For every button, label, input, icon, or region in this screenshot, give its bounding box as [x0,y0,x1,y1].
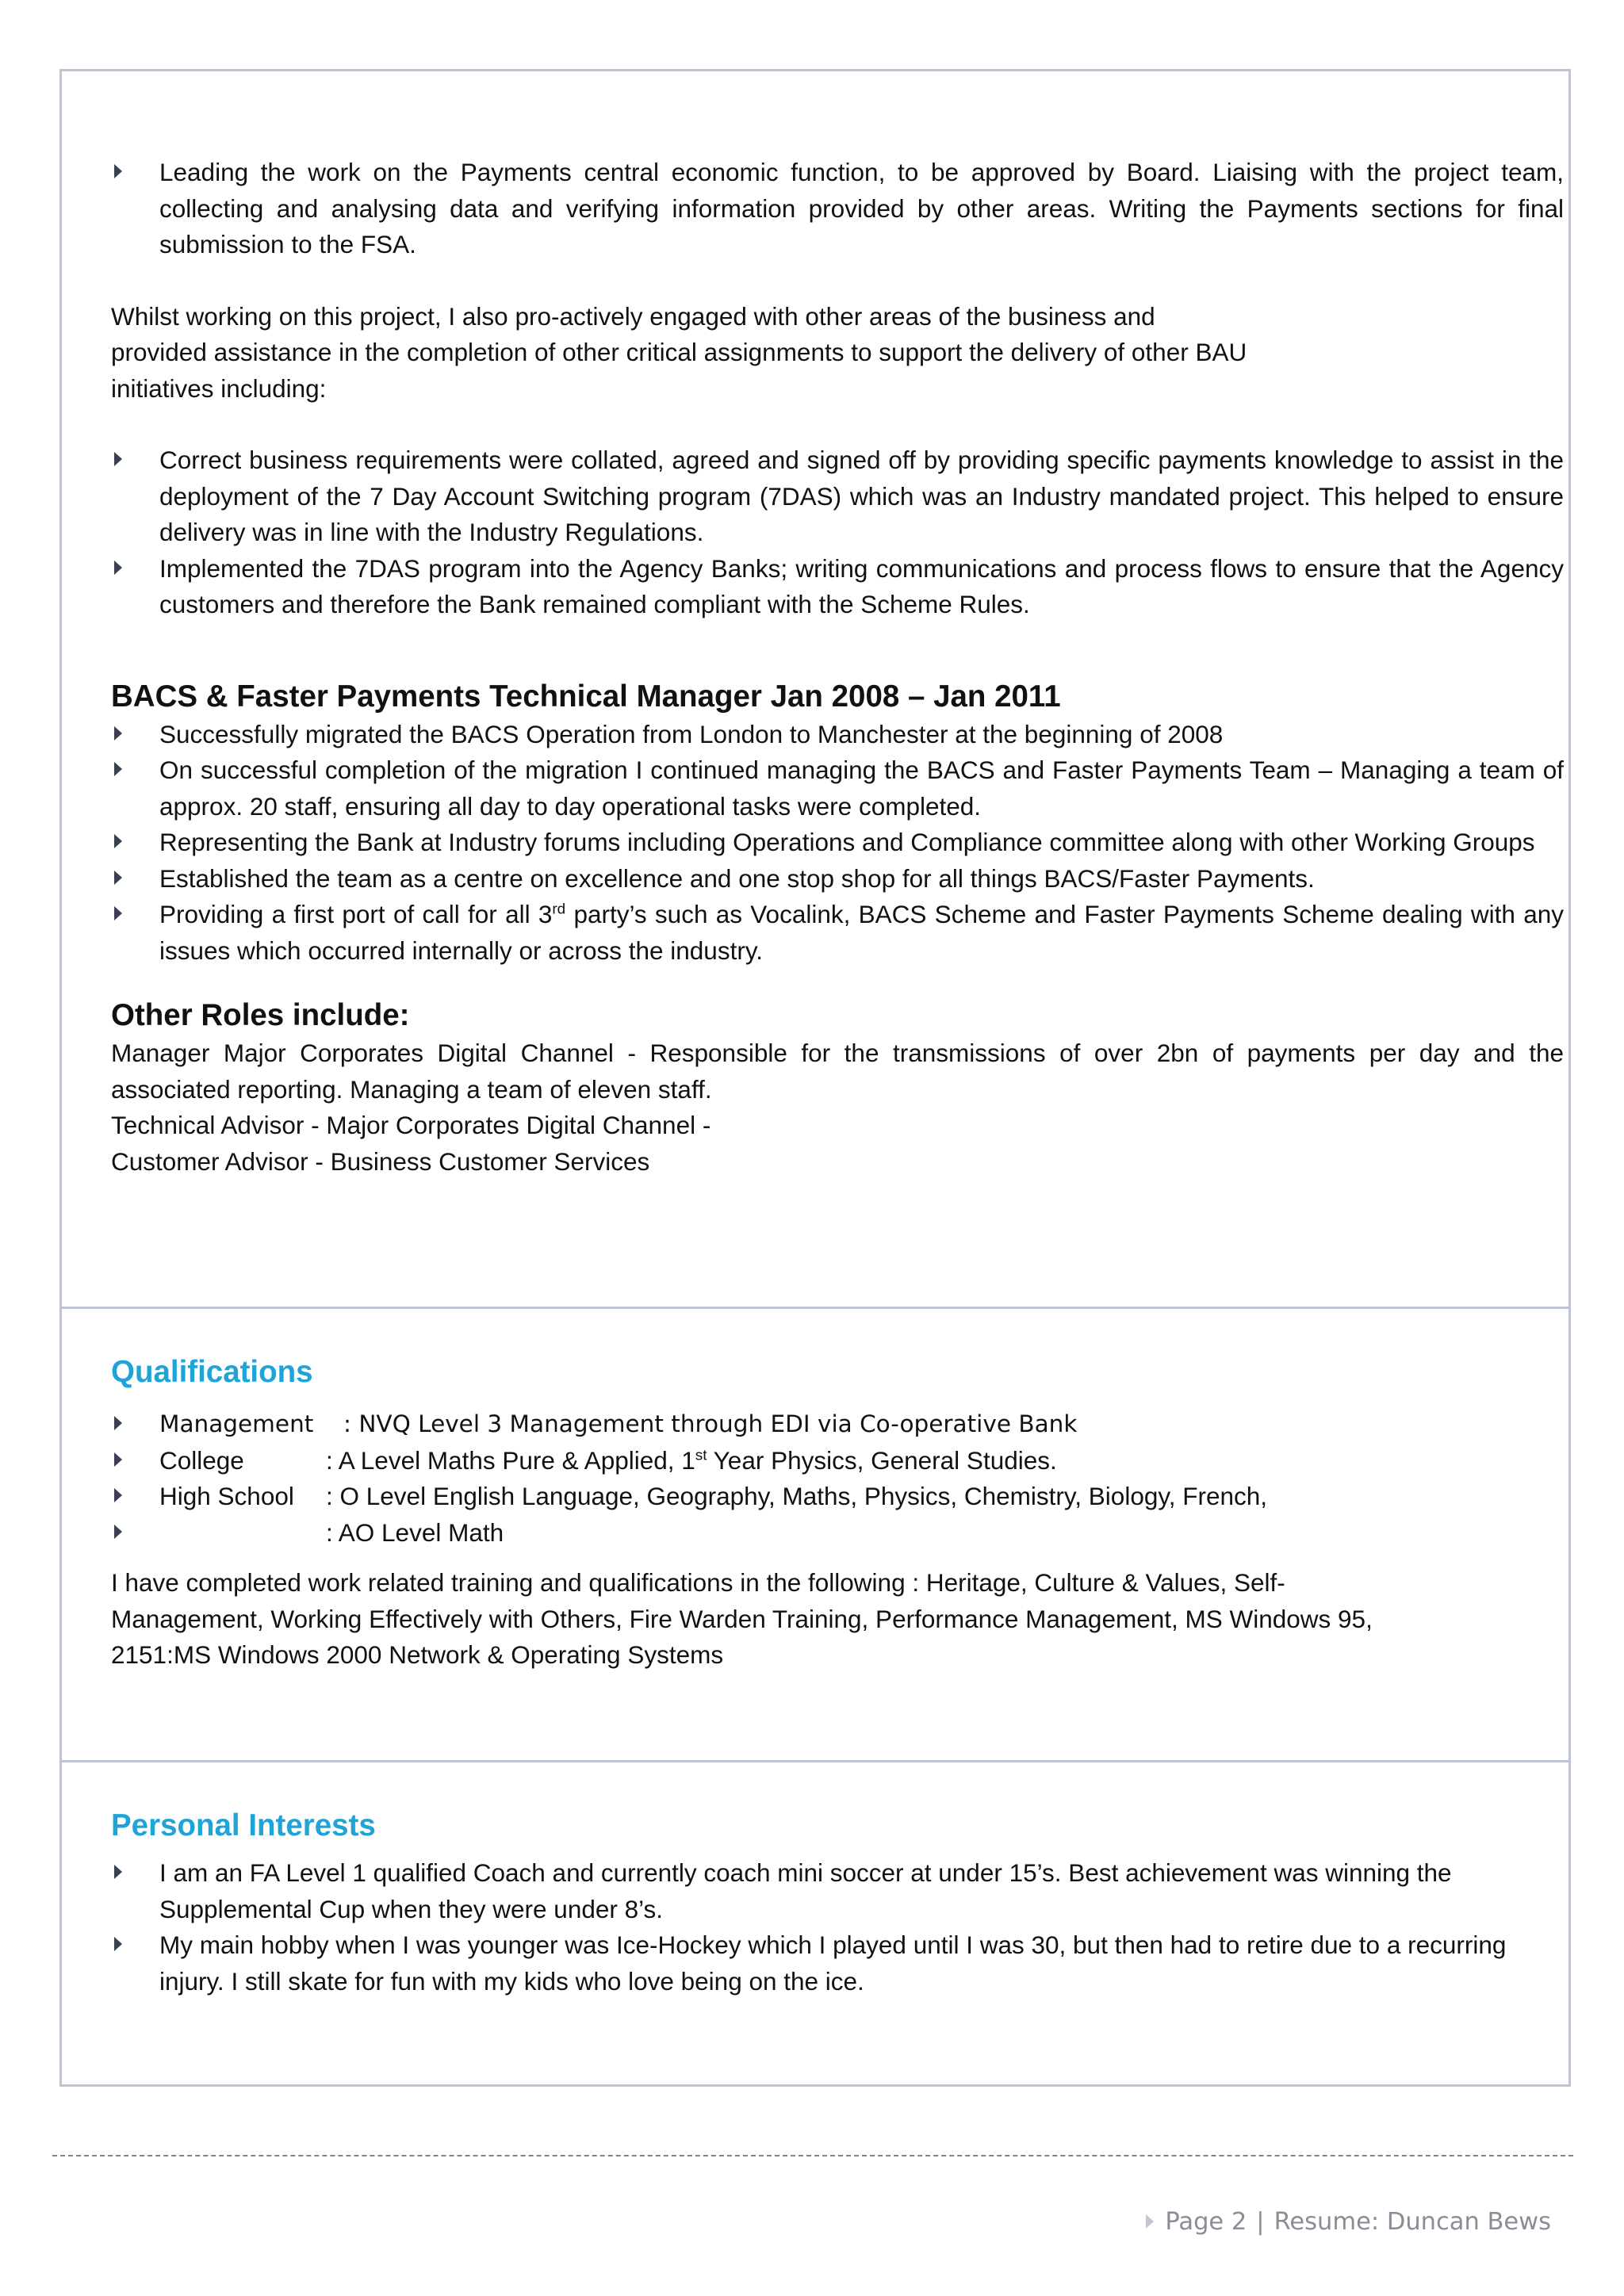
list-item: Successfully migrated the BACS Operation from London to Manchester at the beginning of 2008 [111,717,1564,753]
triangle-bullet-icon [114,1452,122,1467]
triangle-bullet-icon [114,1525,122,1539]
role-title: BACS & Faster Payments Technical Manager Jan 2008 – Jan 2011 [111,679,1061,714]
triangle-bullet-icon [1146,2214,1154,2229]
project-paragraph: Whilst working on this project, I also pro-actively engaged with other areas of the business and provided assistance in the completion of other critical assignments to support the delivery of other BAU initiatives including: [111,301,1247,403]
triangle-bullet-icon [114,1488,122,1502]
experience-content [111,155,1564,1180]
qualifications-content [111,1353,1564,1674]
triangle-bullet-icon [114,1937,122,1951]
triangle-bullet-icon [114,164,122,178]
qualifications-list [111,1406,1564,1551]
list-item: : AO Level Math [111,1515,1564,1552]
list-item: Correct business requirements were collated, agreed and signed off by providing specific payments knowledge to assist in the deployment of the 7 Day Account Switching program (7DAS) which was an Industry mandated project. This helped to ensure delivery was in line with the Industry Regulations. [111,442,1564,551]
triangle-bullet-icon [114,762,122,776]
footer-separator: | [1256,2207,1265,2236]
list-item: My main hobby when I was younger was Ice-Hockey which I played until I was 30, but then had to retire due to a recurring injury. I still skate for fun with my kids who love being on the ice. [111,1927,1564,1999]
other-role-customer: Customer Advisor - Business Customer Services [111,1146,650,1176]
triangle-bullet-icon [114,452,122,466]
training-paragraph: I have completed work related training and qualifications in the following : Heritage, Culture & Values, Self- Management, Working Effectively with Others, Fire Warden Training, Performance Management, MS Windows 95, 2151:MS Windows 2000 Network & Operating Systems [111,1568,1373,1669]
experience-section [59,69,1571,1307]
triangle-bullet-icon [114,561,122,575]
other-role-technical: Technical Advisor - Major Corporates Digital Channel - [111,1111,711,1139]
triangle-bullet-icon [114,1416,122,1430]
interests-heading: Personal Interests [111,1808,376,1843]
other-role-manager: Manager Major Corporates Digital Channel - Responsible for the transmissions of over 2bn of payments per day and the associated reporting. Managing a team of eleven staff. [111,1039,1564,1104]
page-footer [1146,2206,1551,2237]
qualifications-heading: Qualifications [111,1355,313,1389]
triangle-bullet-icon [114,834,122,848]
triangle-bullet-icon [114,871,122,885]
list-item: High School : O Level English Language, Geography, Maths, Physics, Chemistry, Biology, French, [111,1479,1564,1515]
list-item: On successful completion of the migration I continued managing the BACS and Faster Payments Team – Managing a team of approx. 20 staff, ensuring all day to day operational tasks were completed. [111,752,1564,825]
page-number: Page 2 [1165,2207,1247,2236]
interests-content [111,1806,1564,1999]
interests-section [59,1760,1571,2087]
project-bullets [111,155,1564,263]
list-item: Representing the Bank at Industry forums including Operations and Compliance committee along with other Working Groups [111,825,1564,861]
triangle-bullet-icon [114,726,122,740]
triangle-bullet-icon [114,1865,122,1879]
list-item: Management : NVQ Level 3 Management through EDI via Co-operative Bank [111,1406,1564,1443]
list-item: Implemented the 7DAS program into the Agency Banks; writing communications and process flows to ensure that the Agency customers and therefore the Bank remained compliant with the Scheme Rules. [111,551,1564,623]
list-item: College : A Level Maths Pure & Applied, 1st Year Physics, General Studies. [111,1443,1564,1479]
list-item: Established the team as a centre on excellence and one stop shop for all things BACS/Faster Payments. [111,861,1564,897]
triangle-bullet-icon [114,906,122,920]
list-item: Leading the work on the Payments central economic function, to be approved by Board. Liaising with the project team, collecting and analysing data and verifying information provided by other areas. Writing the Payments sections for final submission to the FSA. [111,155,1564,263]
other-roles-title: Other Roles include: [111,998,410,1032]
interests-list [111,1855,1564,1999]
list-item: Providing a first port of call for all 3rd party’s such as Vocalink, BACS Scheme and Faster Payments Scheme dealing with any issues which occurred internally or across the industry. [111,897,1564,969]
document-title: Resume: Duncan Bews [1274,2207,1551,2236]
bau-bullets [111,442,1564,623]
footer-divider [52,2155,1573,2156]
list-item: I am an FA Level 1 qualified Coach and currently coach mini soccer at under 15’s. Best achievement was winning the Supplemental Cup when they were under 8’s. [111,1855,1564,1927]
role-bullets [111,717,1564,970]
qualifications-section [59,1307,1571,1760]
